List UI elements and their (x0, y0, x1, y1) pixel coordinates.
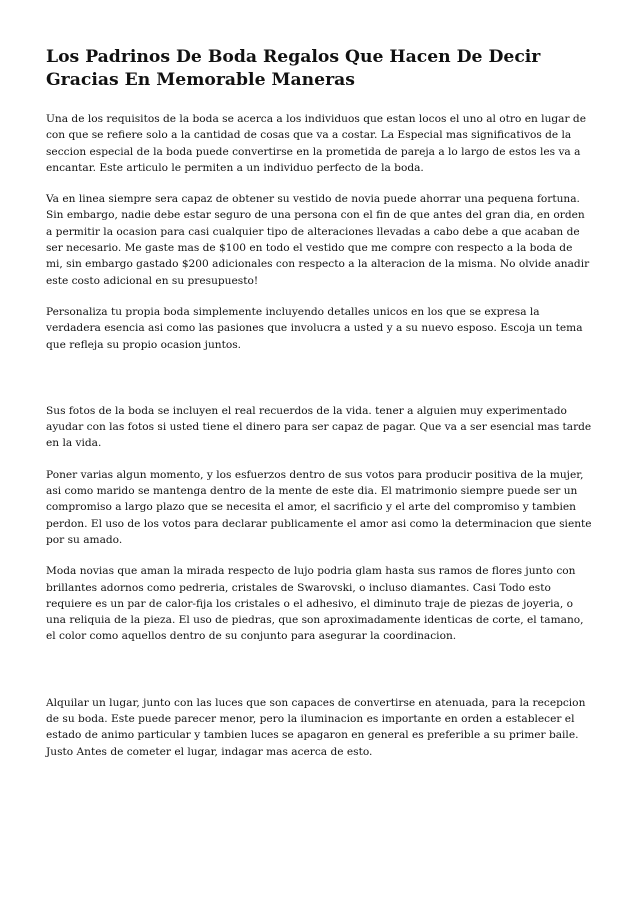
paragraph-6: Moda novias que aman la mirada respecto de lujo podria glam hasta sus ramos de flores junto con brillantes adornos como pedreria, cristales de Swarovski, o incluso diamantes. Casi Todo esto requiere es un par de calor-fija los cristales o el adhesivo, el diminuto traje de piezas de joyeria, o una reliquia de la pieza. El uso de piedras, que son aproximadamente identicas de corte, el tamano, el color como aquellos dentro de su conjunto para asegurar la coordinacion. (46, 565, 584, 643)
paragraph-7: Alquilar un lugar, junto con las luces que son capaces de convertirse en atenuada, para la recepcion de su boda. Este puede parecer menor, pero la iluminacion es importante en orden a establecer el estado de animo particular y tambien luces se apagaron en general es preferible a su primer baile. Justo Antes de cometer el lugar, indagar mas acerca de esto. (46, 696, 586, 758)
document-title: Los Padrinos De Boda Regalos Que Hacen De Decir Gracias En Memorable Maneras (46, 47, 541, 90)
section-spacer (46, 368, 592, 403)
paragraph-1: Una de los requisitos de la boda se acerca a los individuos que estan locos el uno al otro en lugar de con que se refiere solo a la cantidad de cosas que va a costar. La Especial mas significativos de la seccion especial de la boda puede convertirse en la prometida de pareja a lo largo de estos les va a encantar. Este articulo le permiten a un individuo perfecto de la boda. (46, 113, 586, 174)
paragraph-3: Personaliza tu propia boda simplemente incluyendo detalles unicos en los que se expresa la verdadera esencia asi como las pasiones que involucra a usted y a su nuevo esposo. Escoja un tema que refleja su propio ocasion juntos. (46, 305, 583, 351)
section-spacer (46, 660, 592, 695)
paragraph-5: Poner varias algun momento, y los esfuerzos dentro de sus votos para producir positiva de la mujer, asi como marido se mantenga dentro de la mente de este dia. El matrimonio siempre puede ser un compromiso a largo plazo que se necesita el amor, el sacrificio y el arte del compromiso y tambien perdon. El uso de los votos para declarar publicamente el amor asi como la determinacion que siente por su amado. (46, 468, 592, 546)
document-page (46, 46, 592, 775)
paragraph-2: Va en linea siempre sera capaz de obtener su vestido de novia puede ahorrar una pequena fortuna. Sin embargo, nadie debe estar seguro de una persona con el fin de que antes del gran dia, en orden a permitir la ocasion para casi cualquier tipo de alteraciones llevadas a cabo debe a que acaban de ser necesario. Me gaste mas de $100 en todo el vestido que me compre con respecto a la boda de mi, sin embargo gastado $200 adicionales con respecto a la alteracion de la misma. No olvide anadir este costo adicional en su presupuesto! (46, 193, 590, 287)
paragraph-4: Sus fotos de la boda se incluyen el real recuerdos de la vida. tener a alguien muy experimentado ayudar con las fotos si usted tiene el dinero para ser capaz de pagar. Que va a ser esencial mas tarde en la vida. (46, 404, 592, 450)
